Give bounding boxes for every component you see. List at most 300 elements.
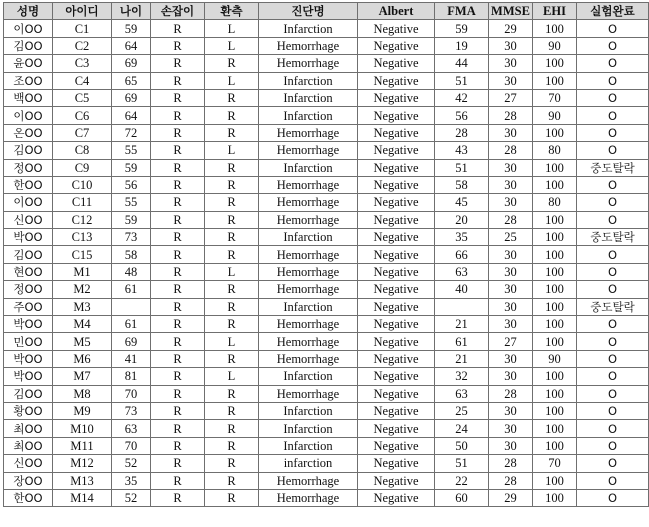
cell-mmse: 29 xyxy=(489,20,533,37)
cell-completed: O xyxy=(577,402,649,419)
table-row xyxy=(4,72,649,89)
table-row xyxy=(4,89,649,106)
cell-handedness: R xyxy=(151,107,205,124)
cell-affected-side: R xyxy=(205,472,259,489)
cell-mmse: 28 xyxy=(489,455,533,472)
cell-diagnosis: Hemorrhage xyxy=(259,350,358,367)
cell-diagnosis: Hemorrhage xyxy=(259,472,358,489)
col-header-mmse: MMSE xyxy=(489,3,533,20)
cell-age: 69 xyxy=(112,333,151,350)
cell-age: 64 xyxy=(112,37,151,54)
cell-age: 73 xyxy=(112,402,151,419)
table-row xyxy=(4,176,649,193)
cell-id: C3 xyxy=(53,55,112,72)
cell-name: 박OO xyxy=(4,316,53,333)
header-row xyxy=(4,3,649,20)
cell-name: 김OO xyxy=(4,385,53,402)
cell-albert: Negative xyxy=(358,472,435,489)
cell-diagnosis: Infarction xyxy=(259,420,358,437)
cell-diagnosis: Hemorrhage xyxy=(259,37,358,54)
cell-handedness: R xyxy=(151,246,205,263)
cell-albert: Negative xyxy=(358,124,435,141)
cell-affected-side: L xyxy=(205,368,259,385)
cell-age: 58 xyxy=(112,246,151,263)
cell-name: 이OO xyxy=(4,20,53,37)
cell-mmse: 30 xyxy=(489,124,533,141)
cell-ehi: 100 xyxy=(533,176,577,193)
cell-completed: O xyxy=(577,281,649,298)
cell-affected-side: R xyxy=(205,316,259,333)
cell-fma: 40 xyxy=(435,281,489,298)
cell-mmse: 30 xyxy=(489,316,533,333)
cell-name: 조OO xyxy=(4,72,53,89)
cell-fma: 19 xyxy=(435,37,489,54)
cell-age: 64 xyxy=(112,107,151,124)
cell-completed: O xyxy=(577,55,649,72)
cell-albert: Negative xyxy=(358,385,435,402)
cell-diagnosis: Hemorrhage xyxy=(259,281,358,298)
cell-ehi: 100 xyxy=(533,20,577,37)
cell-name: 이OO xyxy=(4,107,53,124)
cell-id: M13 xyxy=(53,472,112,489)
cell-handedness: R xyxy=(151,368,205,385)
cell-completed: O xyxy=(577,211,649,228)
cell-ehi: 100 xyxy=(533,72,577,89)
table-row xyxy=(4,385,649,402)
cell-mmse: 30 xyxy=(489,437,533,454)
table-row xyxy=(4,298,649,315)
cell-albert: Negative xyxy=(358,350,435,367)
cell-name: 백OO xyxy=(4,89,53,106)
cell-id: M4 xyxy=(53,316,112,333)
cell-age: 55 xyxy=(112,142,151,159)
cell-id: C2 xyxy=(53,37,112,54)
cell-completed: O xyxy=(577,333,649,350)
cell-id: M12 xyxy=(53,455,112,472)
cell-age: 59 xyxy=(112,20,151,37)
cell-affected-side: R xyxy=(205,350,259,367)
cell-completed: O xyxy=(577,385,649,402)
cell-name: 황OO xyxy=(4,402,53,419)
table-row xyxy=(4,281,649,298)
table-row xyxy=(4,263,649,280)
cell-ehi: 100 xyxy=(533,437,577,454)
cell-ehi: 70 xyxy=(533,89,577,106)
cell-name: 정OO xyxy=(4,159,53,176)
cell-age: 65 xyxy=(112,72,151,89)
cell-handedness: R xyxy=(151,72,205,89)
cell-affected-side: R xyxy=(205,229,259,246)
cell-age: 70 xyxy=(112,437,151,454)
cell-fma: 21 xyxy=(435,316,489,333)
cell-id: C9 xyxy=(53,159,112,176)
cell-age: 61 xyxy=(112,281,151,298)
cell-ehi: 100 xyxy=(533,489,577,506)
cell-albert: Negative xyxy=(358,107,435,124)
cell-ehi: 100 xyxy=(533,333,577,350)
cell-mmse: 30 xyxy=(489,246,533,263)
cell-name: 박OO xyxy=(4,229,53,246)
cell-name: 온OO xyxy=(4,124,53,141)
cell-albert: Negative xyxy=(358,211,435,228)
cell-handedness: R xyxy=(151,472,205,489)
cell-handedness: R xyxy=(151,194,205,211)
cell-completed: 중도탈락 xyxy=(577,298,649,315)
cell-completed: O xyxy=(577,194,649,211)
cell-handedness: R xyxy=(151,124,205,141)
col-header-handedness: 손잡이 xyxy=(151,3,205,20)
cell-name: 한OO xyxy=(4,176,53,193)
cell-completed: O xyxy=(577,72,649,89)
cell-albert: Negative xyxy=(358,455,435,472)
cell-ehi: 100 xyxy=(533,281,577,298)
cell-handedness: R xyxy=(151,159,205,176)
cell-name: 주OO xyxy=(4,298,53,315)
cell-fma: 63 xyxy=(435,385,489,402)
cell-affected-side: R xyxy=(205,194,259,211)
cell-id: C11 xyxy=(53,194,112,211)
cell-age: 63 xyxy=(112,420,151,437)
cell-name: 장OO xyxy=(4,472,53,489)
cell-affected-side: R xyxy=(205,455,259,472)
cell-age: 59 xyxy=(112,159,151,176)
cell-affected-side: R xyxy=(205,159,259,176)
cell-handedness: R xyxy=(151,455,205,472)
cell-handedness: R xyxy=(151,316,205,333)
cell-diagnosis: Hemorrhage xyxy=(259,246,358,263)
table-row xyxy=(4,420,649,437)
cell-mmse: 28 xyxy=(489,211,533,228)
cell-completed: O xyxy=(577,246,649,263)
cell-handedness: R xyxy=(151,281,205,298)
cell-completed: O xyxy=(577,437,649,454)
cell-id: C7 xyxy=(53,124,112,141)
cell-name: 윤OO xyxy=(4,55,53,72)
cell-diagnosis: Hemorrhage xyxy=(259,211,358,228)
cell-diagnosis: Infarction xyxy=(259,20,358,37)
cell-albert: Negative xyxy=(358,316,435,333)
cell-age: 69 xyxy=(112,55,151,72)
cell-handedness: R xyxy=(151,489,205,506)
cell-affected-side: L xyxy=(205,263,259,280)
cell-handedness: R xyxy=(151,402,205,419)
cell-fma: 60 xyxy=(435,489,489,506)
cell-fma: 51 xyxy=(435,72,489,89)
table-row xyxy=(4,107,649,124)
cell-age: 73 xyxy=(112,229,151,246)
cell-age: 41 xyxy=(112,350,151,367)
cell-name: 현OO xyxy=(4,263,53,280)
cell-fma: 21 xyxy=(435,350,489,367)
cell-ehi: 100 xyxy=(533,402,577,419)
cell-id: M2 xyxy=(53,281,112,298)
table-row xyxy=(4,142,649,159)
cell-name: 박OO xyxy=(4,368,53,385)
cell-mmse: 28 xyxy=(489,107,533,124)
cell-albert: Negative xyxy=(358,72,435,89)
cell-albert: Negative xyxy=(358,420,435,437)
cell-affected-side: R xyxy=(205,55,259,72)
cell-age: 69 xyxy=(112,89,151,106)
cell-albert: Negative xyxy=(358,194,435,211)
cell-albert: Negative xyxy=(358,281,435,298)
cell-id: M7 xyxy=(53,368,112,385)
cell-mmse: 28 xyxy=(489,142,533,159)
cell-id: C6 xyxy=(53,107,112,124)
cell-fma: 24 xyxy=(435,420,489,437)
table-row xyxy=(4,455,649,472)
cell-diagnosis: Hemorrhage xyxy=(259,176,358,193)
cell-affected-side: L xyxy=(205,142,259,159)
cell-mmse: 27 xyxy=(489,89,533,106)
cell-completed: 중도탈락 xyxy=(577,229,649,246)
cell-ehi: 80 xyxy=(533,194,577,211)
cell-fma: 20 xyxy=(435,211,489,228)
cell-id: M14 xyxy=(53,489,112,506)
cell-fma: 56 xyxy=(435,107,489,124)
table-row xyxy=(4,246,649,263)
cell-age: 56 xyxy=(112,176,151,193)
cell-name: 신OO xyxy=(4,211,53,228)
cell-name: 김OO xyxy=(4,37,53,54)
cell-ehi: 100 xyxy=(533,368,577,385)
cell-id: C10 xyxy=(53,176,112,193)
cell-age: 35 xyxy=(112,472,151,489)
cell-completed: O xyxy=(577,124,649,141)
cell-name: 한OO xyxy=(4,489,53,506)
cell-diagnosis: Infarction xyxy=(259,229,358,246)
cell-age: 70 xyxy=(112,385,151,402)
cell-ehi: 100 xyxy=(533,246,577,263)
cell-affected-side: R xyxy=(205,420,259,437)
cell-mmse: 27 xyxy=(489,333,533,350)
cell-affected-side: R xyxy=(205,107,259,124)
cell-handedness: R xyxy=(151,385,205,402)
cell-mmse: 30 xyxy=(489,281,533,298)
cell-fma: 51 xyxy=(435,455,489,472)
cell-id: C15 xyxy=(53,246,112,263)
cell-mmse: 30 xyxy=(489,72,533,89)
cell-handedness: R xyxy=(151,20,205,37)
table-row xyxy=(4,20,649,37)
cell-albert: Negative xyxy=(358,37,435,54)
cell-handedness: R xyxy=(151,89,205,106)
cell-diagnosis: Infarction xyxy=(259,72,358,89)
col-header-id: 아이디 xyxy=(53,3,112,20)
cell-albert: Negative xyxy=(358,55,435,72)
cell-albert: Negative xyxy=(358,142,435,159)
cell-handedness: R xyxy=(151,176,205,193)
cell-ehi: 100 xyxy=(533,124,577,141)
cell-id: C4 xyxy=(53,72,112,89)
cell-albert: Negative xyxy=(358,489,435,506)
cell-handedness: R xyxy=(151,333,205,350)
cell-completed: O xyxy=(577,89,649,106)
col-header-age: 나이 xyxy=(112,3,151,20)
cell-mmse: 28 xyxy=(489,385,533,402)
cell-fma: 66 xyxy=(435,246,489,263)
cell-completed: O xyxy=(577,489,649,506)
table-row xyxy=(4,159,649,176)
cell-diagnosis: Hemorrhage xyxy=(259,316,358,333)
cell-affected-side: R xyxy=(205,246,259,263)
cell-fma: 35 xyxy=(435,229,489,246)
cell-age: 72 xyxy=(112,124,151,141)
cell-diagnosis: Infarction xyxy=(259,368,358,385)
cell-id: C12 xyxy=(53,211,112,228)
cell-fma: 32 xyxy=(435,368,489,385)
cell-albert: Negative xyxy=(358,229,435,246)
cell-albert: Negative xyxy=(358,437,435,454)
cell-id: C1 xyxy=(53,20,112,37)
cell-affected-side: R xyxy=(205,89,259,106)
table-container xyxy=(3,2,649,507)
cell-fma: 45 xyxy=(435,194,489,211)
table-row xyxy=(4,437,649,454)
cell-completed: O xyxy=(577,20,649,37)
cell-fma: 25 xyxy=(435,402,489,419)
table-row xyxy=(4,333,649,350)
table-row xyxy=(4,489,649,506)
cell-affected-side: R xyxy=(205,489,259,506)
cell-age: 48 xyxy=(112,263,151,280)
table-row xyxy=(4,55,649,72)
cell-affected-side: L xyxy=(205,72,259,89)
cell-completed: O xyxy=(577,455,649,472)
cell-albert: Negative xyxy=(358,246,435,263)
cell-fma: 42 xyxy=(435,89,489,106)
col-header-completed: 실험완료 xyxy=(577,3,649,20)
table-row xyxy=(4,472,649,489)
cell-albert: Negative xyxy=(358,176,435,193)
cell-diagnosis: infarction xyxy=(259,455,358,472)
cell-ehi: 100 xyxy=(533,55,577,72)
cell-handedness: R xyxy=(151,263,205,280)
cell-name: 최OO xyxy=(4,420,53,437)
cell-ehi: 100 xyxy=(533,159,577,176)
cell-diagnosis: Infarction xyxy=(259,89,358,106)
cell-ehi: 100 xyxy=(533,229,577,246)
table-row xyxy=(4,124,649,141)
cell-ehi: 100 xyxy=(533,298,577,315)
cell-id: M5 xyxy=(53,333,112,350)
cell-diagnosis: Infarction xyxy=(259,159,358,176)
col-header-affected-side: 환측 xyxy=(205,3,259,20)
cell-mmse: 30 xyxy=(489,194,533,211)
cell-ehi: 90 xyxy=(533,107,577,124)
cell-albert: Negative xyxy=(358,263,435,280)
cell-age xyxy=(112,298,151,315)
cell-age: 81 xyxy=(112,368,151,385)
cell-age: 52 xyxy=(112,455,151,472)
cell-affected-side: L xyxy=(205,37,259,54)
cell-affected-side: R xyxy=(205,176,259,193)
table-row xyxy=(4,194,649,211)
cell-mmse: 30 xyxy=(489,350,533,367)
cell-completed: O xyxy=(577,142,649,159)
cell-albert: Negative xyxy=(358,159,435,176)
cell-fma: 63 xyxy=(435,263,489,280)
table-row xyxy=(4,368,649,385)
cell-affected-side: R xyxy=(205,385,259,402)
cell-affected-side: R xyxy=(205,281,259,298)
cell-id: C13 xyxy=(53,229,112,246)
cell-id: M6 xyxy=(53,350,112,367)
cell-id: M10 xyxy=(53,420,112,437)
cell-age: 61 xyxy=(112,316,151,333)
cell-ehi: 90 xyxy=(533,350,577,367)
cell-ehi: 70 xyxy=(533,455,577,472)
cell-completed: 중도탈락 xyxy=(577,159,649,176)
cell-ehi: 100 xyxy=(533,472,577,489)
cell-completed: O xyxy=(577,37,649,54)
table-row xyxy=(4,211,649,228)
cell-fma: 22 xyxy=(435,472,489,489)
cell-ehi: 100 xyxy=(533,316,577,333)
table-row xyxy=(4,229,649,246)
cell-completed: O xyxy=(577,263,649,280)
table-row xyxy=(4,350,649,367)
cell-fma: 44 xyxy=(435,55,489,72)
cell-id: M8 xyxy=(53,385,112,402)
subject-table xyxy=(3,2,649,507)
col-header-diagnosis: 진단명 xyxy=(259,3,358,20)
cell-albert: Negative xyxy=(358,368,435,385)
cell-mmse: 30 xyxy=(489,176,533,193)
cell-mmse: 30 xyxy=(489,368,533,385)
cell-diagnosis: Infarction xyxy=(259,298,358,315)
cell-albert: Negative xyxy=(358,20,435,37)
cell-affected-side: R xyxy=(205,437,259,454)
cell-completed: O xyxy=(577,472,649,489)
cell-handedness: R xyxy=(151,55,205,72)
cell-handedness: R xyxy=(151,37,205,54)
cell-affected-side: R xyxy=(205,402,259,419)
cell-age: 59 xyxy=(112,211,151,228)
cell-age: 52 xyxy=(112,489,151,506)
cell-ehi: 100 xyxy=(533,420,577,437)
cell-age: 55 xyxy=(112,194,151,211)
cell-diagnosis: Infarction xyxy=(259,402,358,419)
cell-id: M1 xyxy=(53,263,112,280)
cell-name: 민OO xyxy=(4,333,53,350)
cell-id: M9 xyxy=(53,402,112,419)
cell-albert: Negative xyxy=(358,333,435,350)
cell-name: 신OO xyxy=(4,455,53,472)
cell-completed: O xyxy=(577,176,649,193)
cell-albert: Negative xyxy=(358,402,435,419)
cell-mmse: 30 xyxy=(489,298,533,315)
cell-albert: Negative xyxy=(358,298,435,315)
cell-mmse: 30 xyxy=(489,420,533,437)
table-row xyxy=(4,402,649,419)
cell-affected-side: R xyxy=(205,211,259,228)
col-header-albert: Albert xyxy=(358,3,435,20)
cell-completed: O xyxy=(577,316,649,333)
cell-fma: 43 xyxy=(435,142,489,159)
cell-mmse: 29 xyxy=(489,489,533,506)
cell-diagnosis: Hemorrhage xyxy=(259,333,358,350)
cell-diagnosis: Hemorrhage xyxy=(259,55,358,72)
cell-handedness: R xyxy=(151,229,205,246)
cell-diagnosis: Hemorrhage xyxy=(259,124,358,141)
cell-mmse: 30 xyxy=(489,37,533,54)
cell-mmse: 30 xyxy=(489,402,533,419)
cell-id: C8 xyxy=(53,142,112,159)
cell-mmse: 30 xyxy=(489,55,533,72)
cell-id: M11 xyxy=(53,437,112,454)
cell-completed: O xyxy=(577,107,649,124)
